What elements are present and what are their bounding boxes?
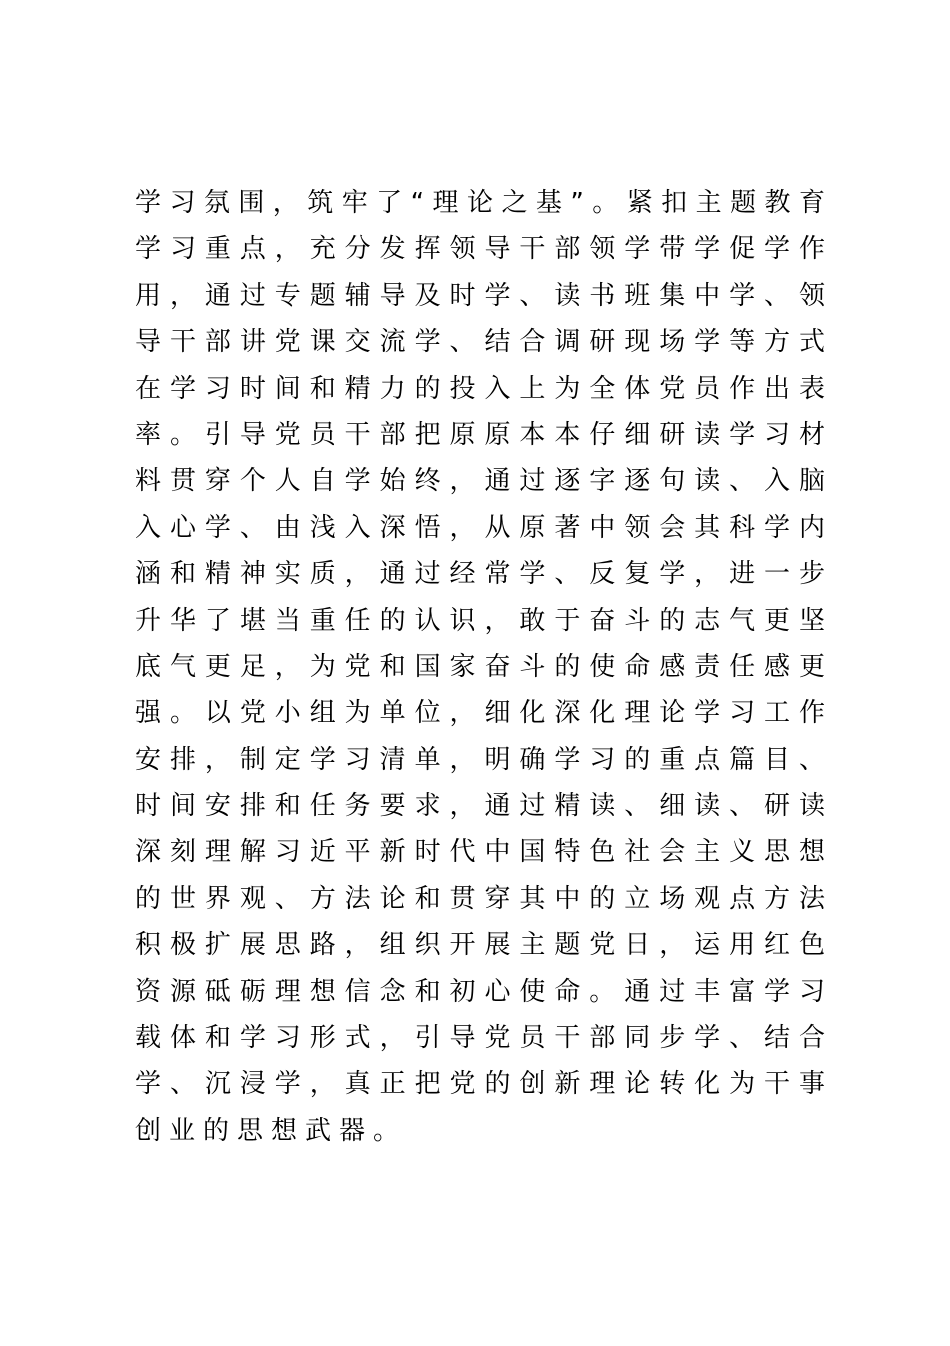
text-line: 底气更足，为党和国家奋斗的使命感责任感更	[135, 651, 825, 682]
text-line: 安排，制定学习清单，明确学习的重点篇目、	[135, 744, 825, 775]
text-line: 涵和精神实质，通过经常学、反复学，进一步	[135, 559, 825, 590]
text-line: 时间安排和任务要求，通过精读、细读、研读	[135, 791, 825, 822]
text-line: 积极扩展思路，组织开展主题党日，运用红色	[135, 930, 825, 961]
text-line: 率。引导党员干部把原原本本仔细研读学习材	[135, 419, 825, 450]
text-line: 创业的思想武器。	[135, 1115, 408, 1146]
text-line: 载体和学习形式，引导党员干部同步学、结合	[135, 1023, 825, 1054]
text-line: 导干部讲党课交流学、结合调研现场学等方式	[135, 327, 825, 358]
text-line: 深刻理解习近平新时代中国特色社会主义思想	[135, 837, 825, 868]
text-line: 学习氛围，筑牢了“理论之基”。紧扣主题教育	[135, 188, 825, 218]
text-line: 资源砥砺理想信念和初心使命。通过丰富学习	[135, 976, 825, 1007]
text-line: 学习重点，充分发挥领导干部领学带学促学作	[135, 234, 825, 265]
text-line: 料贯穿个人自学始终，通过逐字逐句读、入脑	[135, 466, 825, 497]
body-paragraph	[135, 180, 825, 1154]
text-line: 学、沉浸学，真正把党的创新理论转化为干事	[135, 1069, 825, 1100]
text-line: 在学习时间和精力的投入上为全体党员作出表	[135, 373, 825, 404]
text-line: 强。以党小组为单位，细化深化理论学习工作	[135, 698, 825, 729]
text-line: 升华了堪当重任的认识，敢于奋斗的志气更坚	[135, 605, 825, 636]
text-line: 用，通过专题辅导及时学、读书班集中学、领	[135, 280, 825, 311]
text-line: 的世界观、方法论和贯穿其中的立场观点方法	[135, 883, 825, 914]
text-line: 入心学、由浅入深悟，从原著中领会其科学内	[135, 512, 825, 543]
